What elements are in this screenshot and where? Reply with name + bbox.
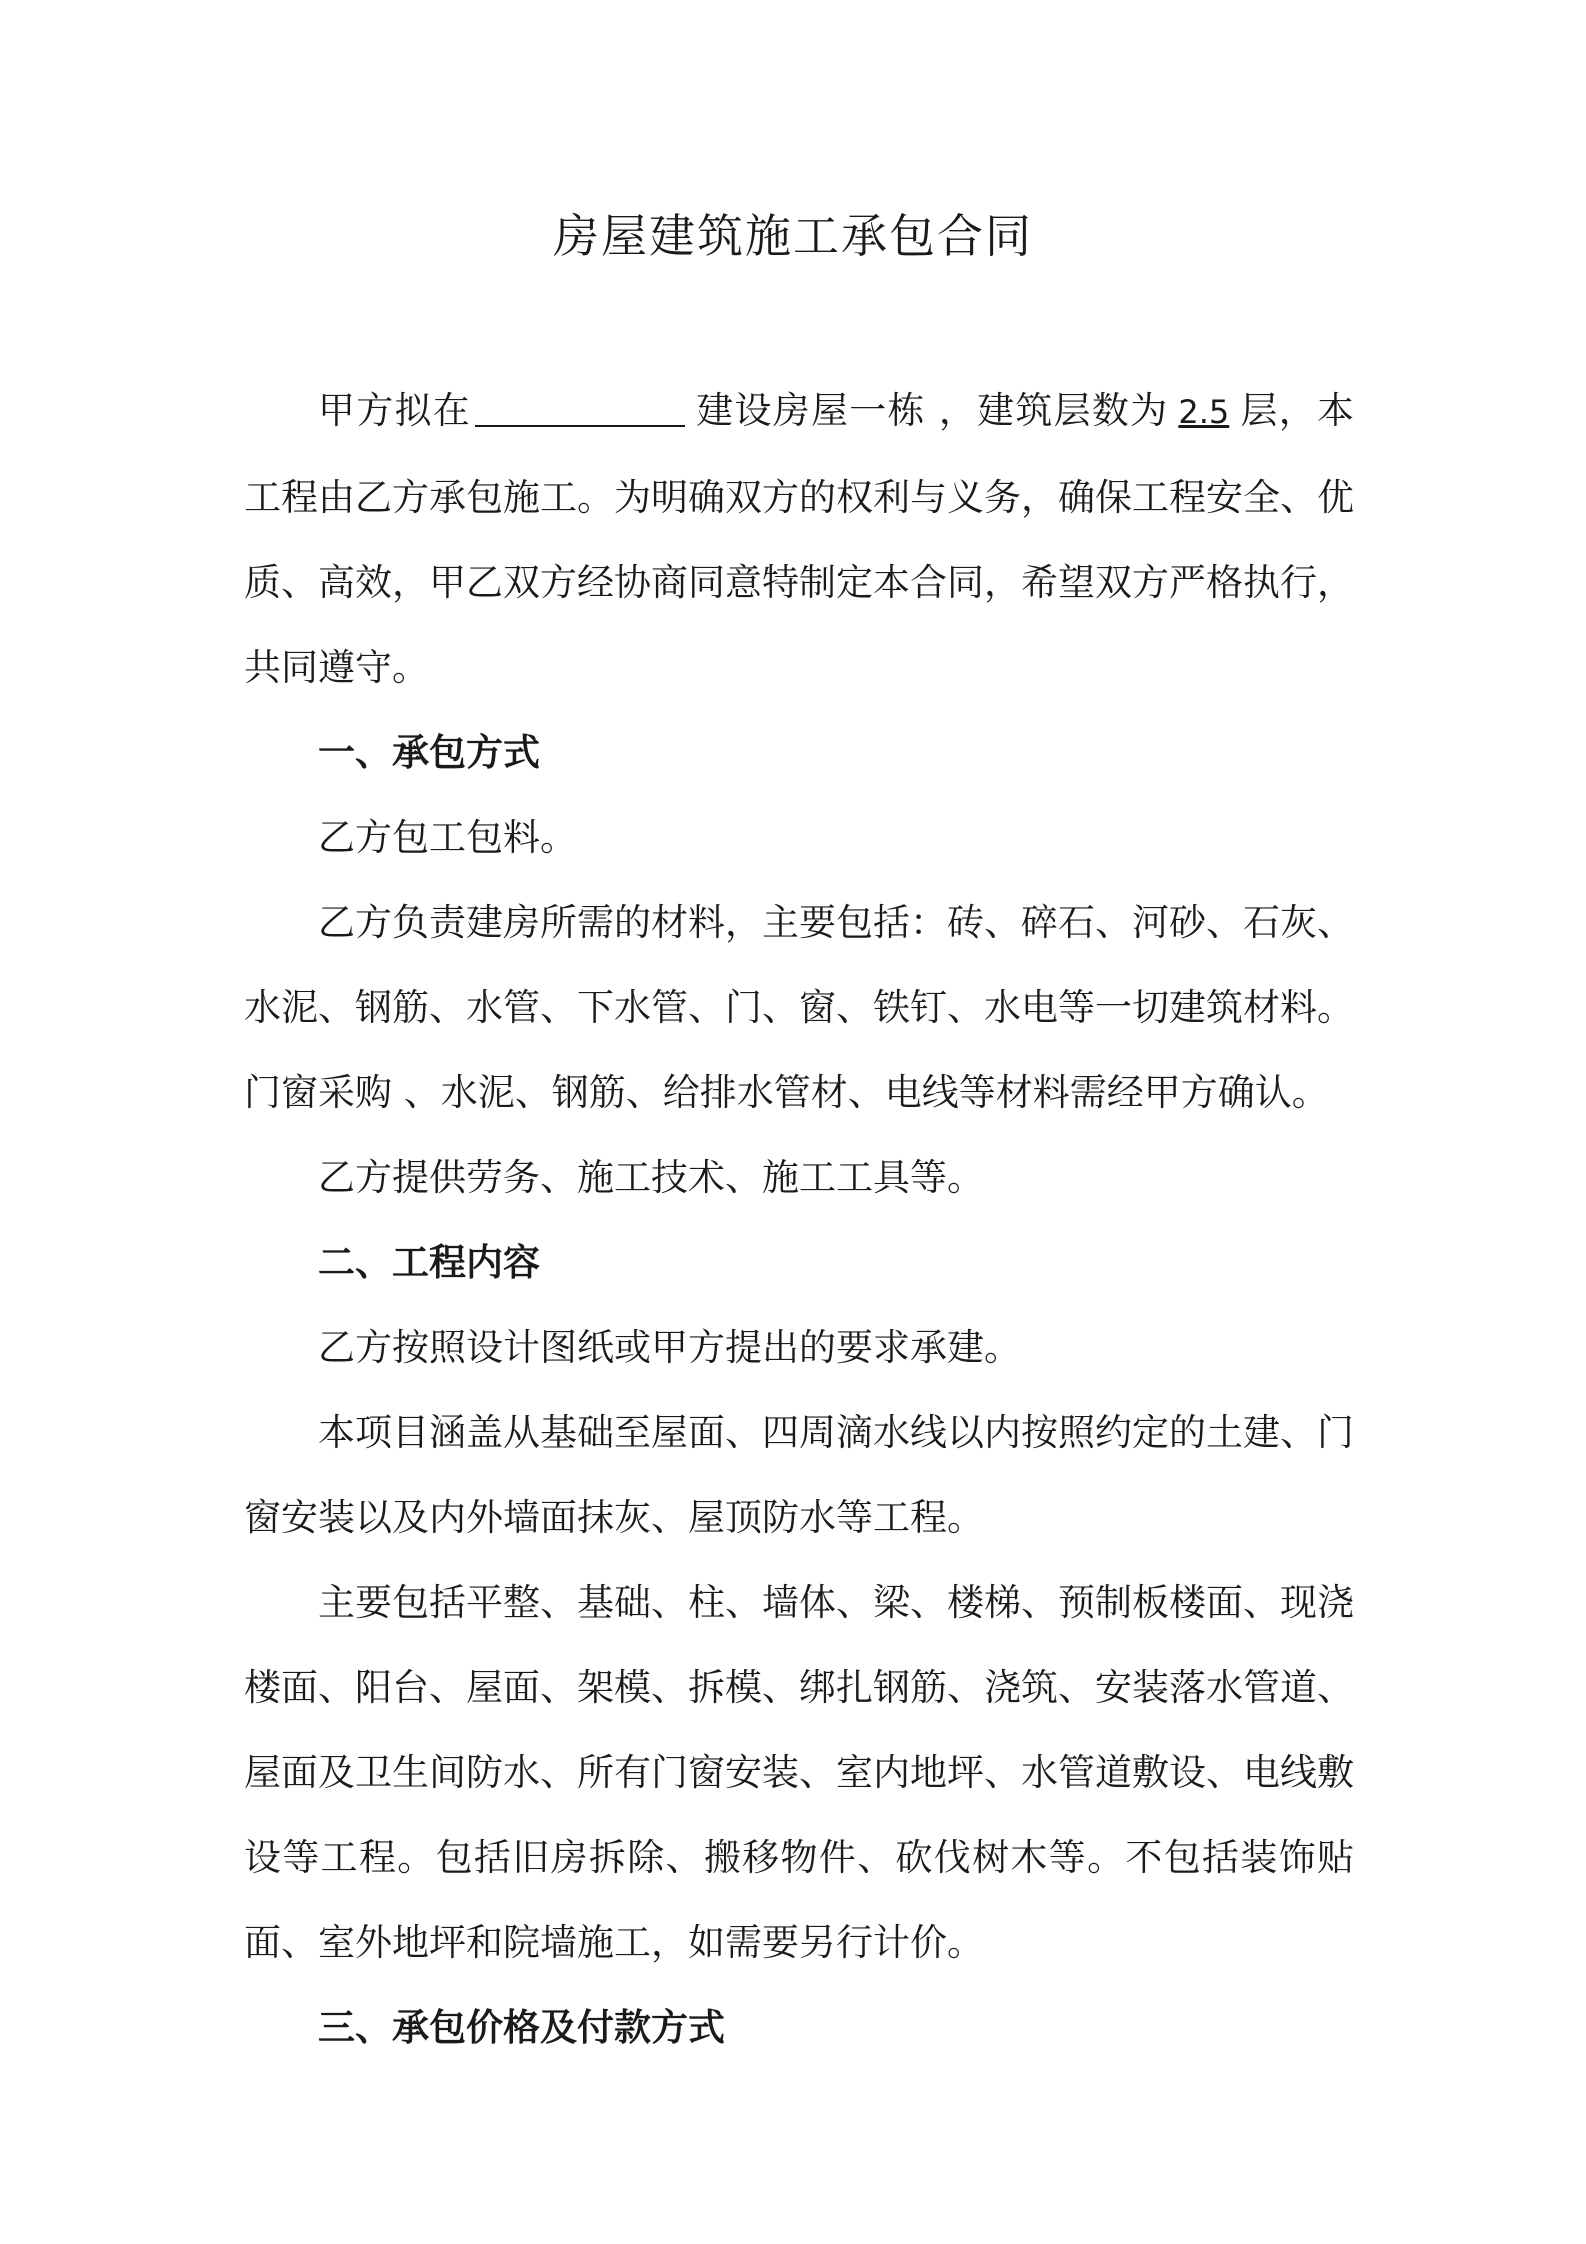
section1-paragraph-2: 乙方负责建房所需的材料，主要包括：砖、碎石、河砂、石灰、水泥、钢筋、水管、下水管、门、窗、铁钉、水电等一切建筑材料。门窗采购 、水泥、钢筋、给排水管材、电线等材料需经甲方确认。 bbox=[244, 901, 1354, 1114]
document-body bbox=[244, 368, 1354, 2070]
section1-paragraph-3: 乙方提供劳务、施工技术、施工工具等。 bbox=[318, 1156, 984, 1199]
intro-before-blank: 甲方拟在 bbox=[318, 389, 472, 432]
section-heading-2: 二、工程内容 bbox=[318, 1240, 540, 1284]
document-title: 房屋建筑施工承包合同 bbox=[553, 209, 1033, 263]
section-heading-3: 三、承包价格及付款方式 bbox=[318, 2005, 725, 2049]
section1-paragraph-1: 乙方包工包料。 bbox=[318, 816, 577, 859]
section2-paragraph-2: 本项目涵盖从基础至屋面、四周滴水线以内按照约定的土建、门窗安装以及内外墙面抹灰、屋顶防水等工程。 bbox=[244, 1411, 1354, 1539]
location-blank-field bbox=[475, 385, 685, 427]
intro-rest: 层，本工程由乙方承包施工。为明确双方的权利与义务，确保工程安全、优质、高效，甲乙双方经协商同意特制定本合同，希望双方严格执行，共同遵守。 bbox=[244, 389, 1355, 689]
intro-paragraph bbox=[244, 368, 1354, 710]
intro-after-blank: 建设房屋一栋 ，建筑层数为 bbox=[695, 389, 1169, 432]
section-heading-1: 一、承包方式 bbox=[318, 730, 540, 774]
section2-paragraph-1: 乙方按照设计图纸或甲方提出的要求承建。 bbox=[318, 1326, 1021, 1369]
section2-paragraph-3: 主要包括平整、基础、柱、墙体、梁、楼梯、预制板楼面、现浇楼面、阳台、屋面、架模、拆模、绑扎钢筋、浇筑、安装落水管道、屋面及卫生间防水、所有门窗安装、室内地坪、水管道敷设、电线敷设等工程。包括旧房拆除、搬移物件、砍伐树木等。不包括装饰贴面、室外地坪和院墙施工，如需要另行计价。 bbox=[244, 1581, 1354, 1964]
floors-value: 2.5 bbox=[1178, 393, 1230, 431]
